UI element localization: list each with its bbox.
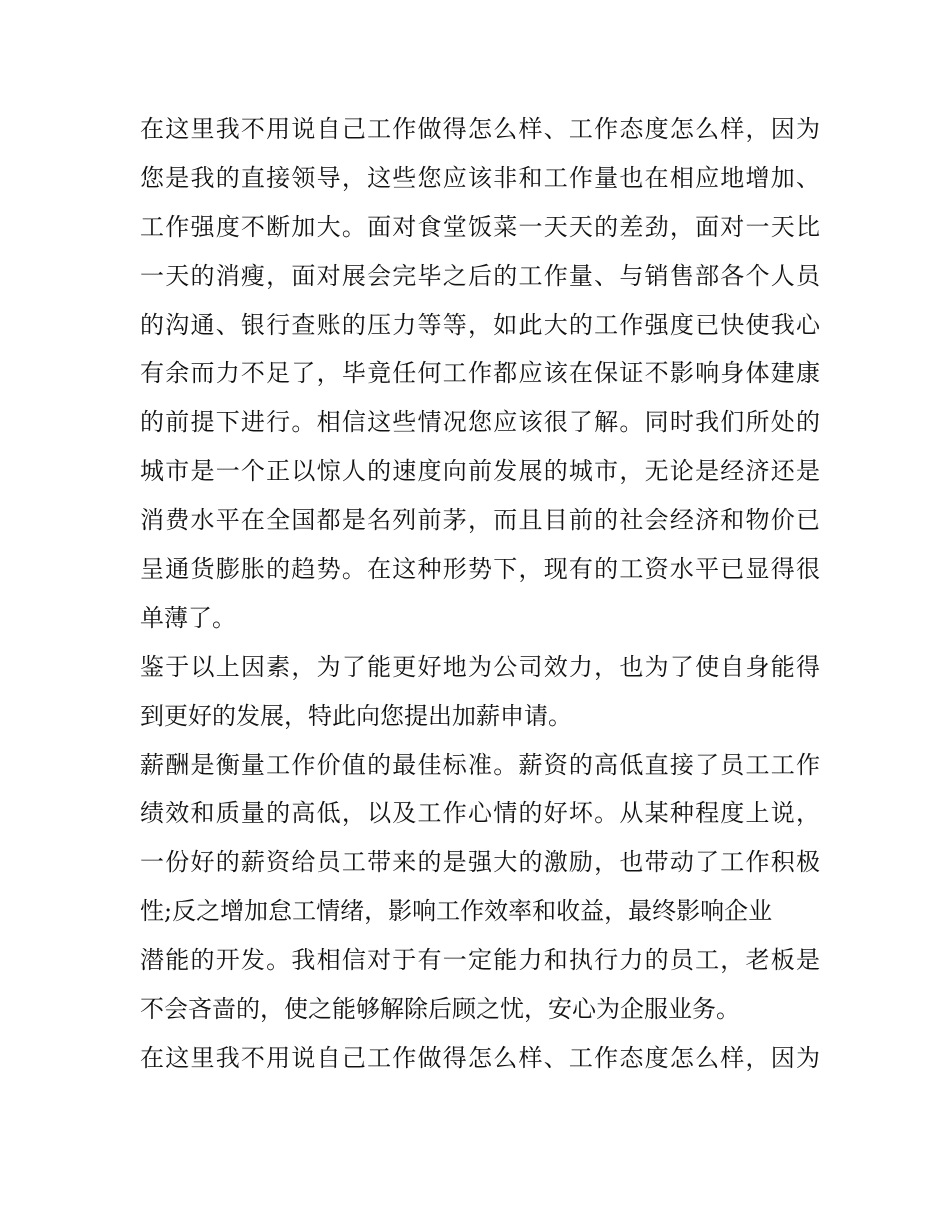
text-line: 不会吝啬的，使之能够解除后顾之忧，安心为企服业务。 [140, 995, 740, 1024]
text-line: 鉴于以上因素，为了能更好地为公司效力，也为了使自身能得 [140, 652, 820, 681]
text-line: 性;反之增加怠工情绪，影响工作效率和收益，最终影响企业 [140, 897, 773, 926]
text-line: 单薄了。 [140, 603, 236, 632]
text-line: 一份好的薪资给员工带来的是强大的激励，也带动了工作积极 [140, 848, 820, 877]
text-line: 薪酬是衡量工作价值的最佳标准。薪资的高低直接了员工工作 [140, 750, 820, 779]
text-line: 呈通货膨胀的趋势。在这种形势下，现有的工资水平已显得很 [140, 555, 820, 584]
text-line: 您是我的直接领导，这些您应该非和工作量也在相应地增加、 [140, 163, 820, 192]
text-line: 工作强度不断加大。面对食堂饭菜一天天的差劲，面对一天比 [140, 212, 820, 241]
text-line: 有余而力不足了，毕竟任何工作都应该在保证不影响身体建康 [140, 359, 820, 388]
text-line: 消费水平在全国都是名列前茅，而且目前的社会经济和物价已 [140, 506, 820, 535]
text-line: 潜能的开发。我相信对于有一定能力和执行力的员工，老板是 [140, 946, 820, 975]
text-line: 在这里我不用说自己工作做得怎么样、工作态度怎么样，因为 [140, 115, 820, 143]
text-line: 在这里我不用说自己工作做得怎么样、工作态度怎么样，因为 [140, 1043, 820, 1072]
text-line: 到更好的发展，特此向您提出加薪申请。 [140, 701, 572, 730]
text-line: 绩效和质量的高低，以及工作心情的好坏。从某种程度上说， [140, 799, 820, 828]
text-line: 的沟通、银行查账的压力等等，如此大的工作强度已快使我心 [140, 310, 820, 339]
body-text [140, 105, 820, 1083]
text-line: 一天的消瘦，面对展会完毕之后的工作量、与销售部各个人员 [140, 261, 820, 290]
text-line: 城市是一个正以惊人的速度向前发展的城市，无论是经济还是 [140, 457, 820, 486]
text-line: 的前提下进行。相信这些情况您应该很了解。同时我们所处的 [140, 408, 820, 437]
